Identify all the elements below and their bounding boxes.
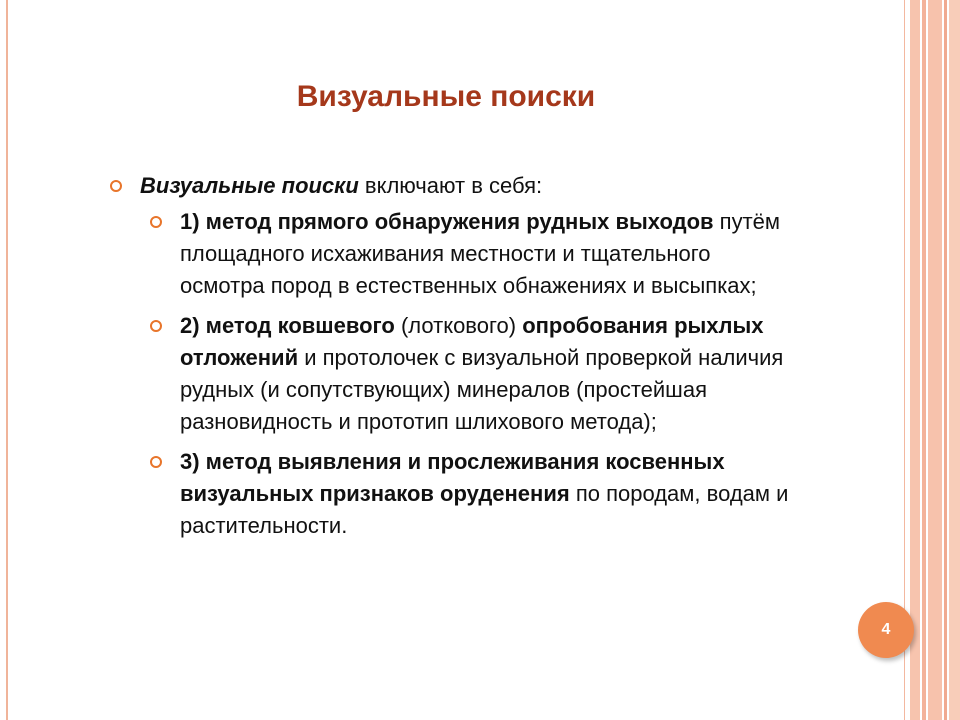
item-text-bold: 1) метод прямого обнаружения рудных выходов <box>180 209 714 234</box>
intro-rest: включают в себя: <box>358 173 543 198</box>
intro-bullet <box>110 170 830 202</box>
bullet-circle-icon <box>110 180 122 192</box>
item-text-bold: 3) метод выявления и прослеживания косвенных визуальных признаков оруденения <box>180 449 725 506</box>
stripe <box>949 0 960 720</box>
bullet-circle-icon <box>150 456 162 468</box>
stripe <box>944 0 947 720</box>
item-text: по породам, водам и растительности. <box>180 481 789 538</box>
slide-title: Визуальные поиски <box>296 80 596 113</box>
bullet-circle-icon <box>150 216 162 228</box>
stripe <box>910 0 920 720</box>
bullet-circle-icon <box>150 320 162 332</box>
item-text: и протолочек с визуальной проверкой наличия рудных (и сопутствующих) минералов (простейшая разновидность и прототип шлихового метода); <box>180 345 784 434</box>
stripe <box>928 0 942 720</box>
stripe <box>922 0 926 720</box>
list-item <box>150 310 800 438</box>
right-decorative-stripes <box>904 0 960 720</box>
item-text-bold: опробования рыхлых отложений <box>180 313 764 370</box>
intro-lead: Визуальные поиски <box>140 173 359 198</box>
item-text: путём площадного исхаживания местности и тщательного осмотра пород в естественных обнажениях и высыпках; <box>180 209 781 298</box>
item-text: (лоткового) <box>394 313 523 338</box>
bullet-list <box>110 170 830 550</box>
list-item <box>150 446 800 542</box>
list-item <box>150 206 800 302</box>
page-number-badge: 4 <box>858 602 914 658</box>
item-text-bold: 2) метод ковшевого <box>180 313 395 338</box>
